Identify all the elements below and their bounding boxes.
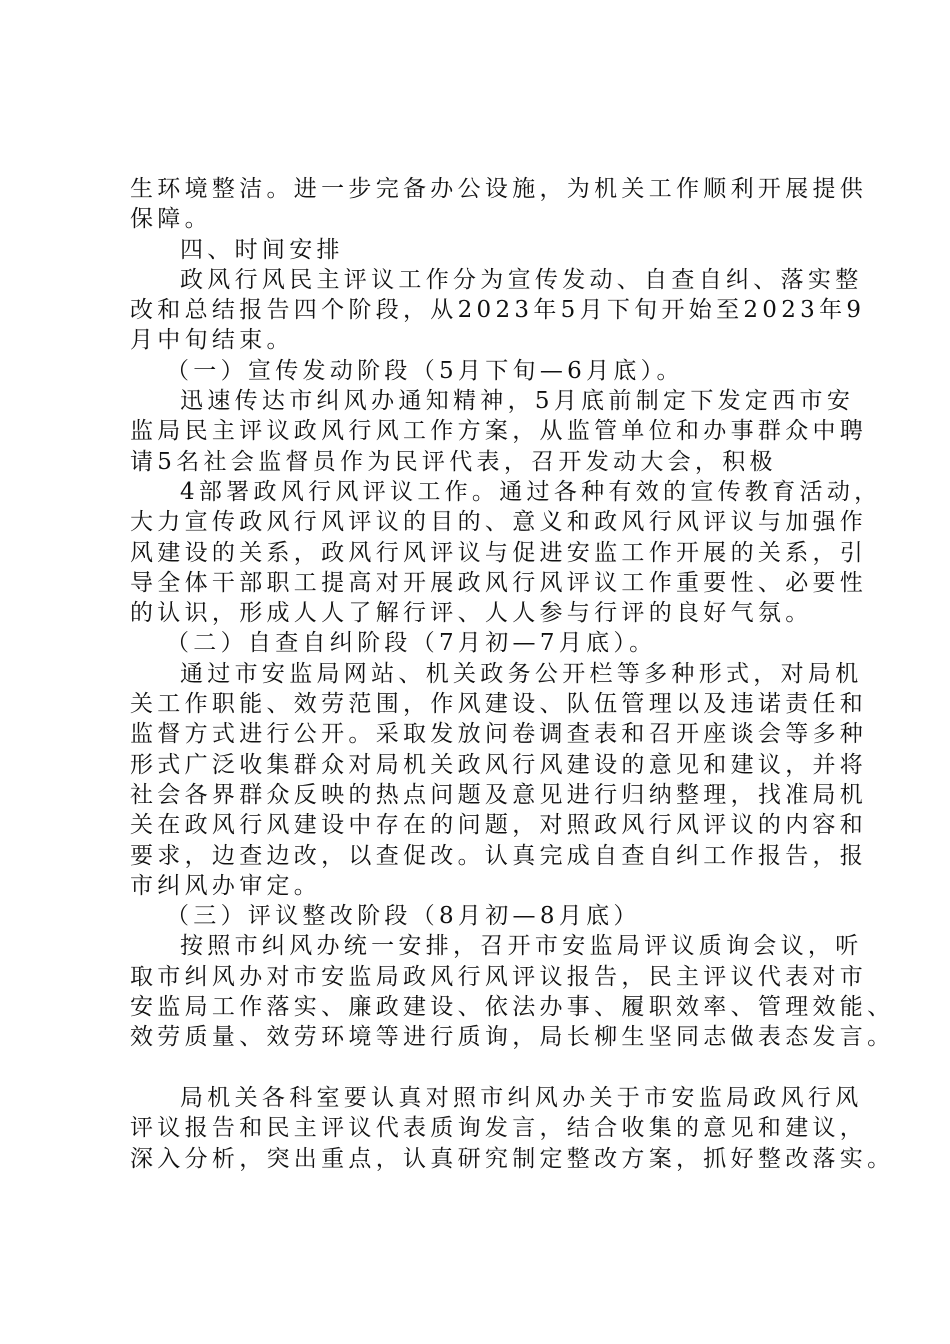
- paragraph-line: 月中旬结束。: [130, 327, 294, 354]
- paragraph-line: 关工作职能、效劳范围，作风建设、队伍管理以及违诺责任和: [130, 691, 868, 718]
- subsection-heading: （一）宣传发动阶段（5月下旬—6月底）。: [166, 357, 684, 384]
- paragraph-line: 风建设的关系，政风行风评议与促进安监工作开展的关系，引: [130, 539, 868, 566]
- paragraph-line: 4部署政风行风评议工作。通过各种有效的宣传教育活动，: [180, 478, 882, 505]
- paragraph-line: 迅速传达市纠风办通知精神，5月底前制定下发定西市安: [180, 388, 855, 415]
- paragraph-line: 形式广泛收集群众对局机关政风行风建设的意见和建议，并将: [130, 751, 868, 778]
- paragraph-line: 安监局工作落实、廉政建设、依法办事、履职效率、管理效能、: [130, 994, 895, 1021]
- document-body: [130, 174, 895, 1174]
- paragraph-line: 深入分析，突出重点，认真研究制定整改方案，抓好整改落实。: [130, 1145, 895, 1172]
- paragraph-line: 的认识，形成人人了解行评、人人参与行评的良好气氛。: [130, 600, 813, 627]
- paragraph-line: 生环境整洁。进一步完备办公设施，为机关工作顺利开展提供: [130, 176, 868, 202]
- paragraph-line: 要求，边查边改，以查促改。认真完成自查自纠工作报告，报: [130, 842, 868, 869]
- paragraph-line: 社会各界群众反映的热点问题及意见进行归纳整理，找准局机: [130, 781, 868, 808]
- blank-line: [130, 1053, 830, 1083]
- section-heading: 四、时间安排: [180, 236, 344, 263]
- subsection-heading: （二）自查自纠阶段（7月初—7月底）。: [166, 630, 657, 657]
- paragraph-line: 市纠风办审定。: [130, 872, 322, 899]
- paragraph-line: 通过市安监局网站、机关政务公开栏等多种形式，对局机: [180, 660, 863, 687]
- paragraph-line: 导全体干部职工提高对开展政风行风评议工作重要性、必要性: [130, 569, 868, 596]
- paragraph-line: 按照市纠风办统一安排，召开市安监局评议质询会议，听: [180, 933, 863, 960]
- subsection-heading: （三）评议整改阶段（8月初—8月底）: [166, 903, 641, 930]
- paragraph-line: 保障。: [130, 206, 212, 233]
- paragraph-line: 政风行风民主评议工作分为宣传发动、自查自纠、落实整: [180, 266, 863, 293]
- paragraph-line: 效劳质量、效劳环境等进行质询，局长柳生坚同志做表态发言。: [130, 1024, 895, 1051]
- paragraph-line: 取市纠风办对市安监局政风行风评议报告，民主评议代表对市: [130, 963, 868, 990]
- paragraph-line: 关在政风行风建设中存在的问题，对照政风行风评议的内容和: [130, 812, 868, 839]
- paragraph-line: 改和总结报告四个阶段，从2023年5月下旬开始至2023年9: [130, 297, 866, 324]
- paragraph-line: 监督方式进行公开。采取发放问卷调查表和召开座谈会等多种: [130, 721, 868, 748]
- paragraph-line: 评议报告和民主评议代表质询发言，结合收集的意见和建议，: [130, 1115, 868, 1142]
- paragraph-line: 局机关各科室要认真对照市纠风办关于市安监局政风行风: [180, 1084, 863, 1111]
- paragraph-line: 大力宣传政风行风评议的目的、意义和政风行风评议与加强作: [130, 509, 868, 536]
- paragraph-line: 请5名社会监督员作为民评代表，召开发动大会，积极: [130, 448, 777, 475]
- paragraph-line: 监局民主评议政风行风工作方案，从监管单位和办事群众中聘: [130, 418, 868, 445]
